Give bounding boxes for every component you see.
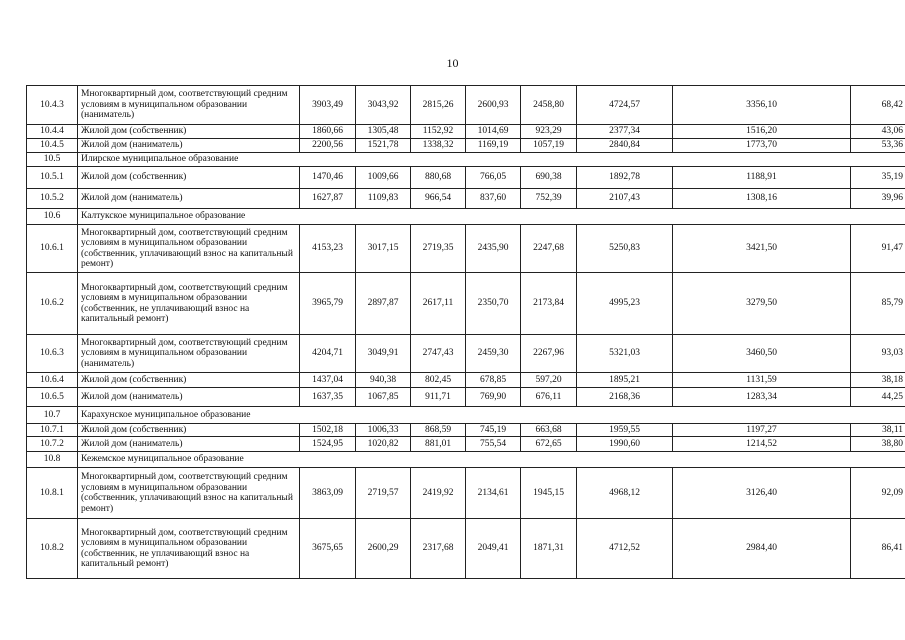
row-code: 10.8.1 [27,468,78,519]
section-filler [300,452,905,468]
row-code: 10.6.4 [27,373,78,388]
row-code: 10.7.2 [27,437,78,452]
value-cell-6: 2107,43 [577,189,673,209]
value-cell-3: 2815,26 [411,86,466,125]
value-cell-2: 1020,82 [356,437,411,452]
row-code: 10.6.5 [27,388,78,407]
value-cell-3: 880,68 [411,167,466,189]
value-cell-8: 43,06 [851,125,905,139]
value-cell-7: 1516,20 [673,125,851,139]
value-cell-4: 837,60 [466,189,521,209]
table-row [27,388,905,407]
value-cell-5: 672,65 [521,437,577,452]
value-cell-7: 1188,91 [673,167,851,189]
row-code: 10.6.1 [27,225,78,273]
value-cell-1: 1637,35 [300,388,356,407]
row-code: 10.6.3 [27,335,78,373]
section-filler [300,209,905,225]
value-cell-2: 3049,91 [356,335,411,373]
table-row [27,437,905,452]
value-cell-2: 1305,48 [356,125,411,139]
value-cell-7: 3356,10 [673,86,851,125]
value-cell-8: 93,03 [851,335,905,373]
value-cell-2: 1006,33 [356,424,411,437]
value-cell-5: 597,20 [521,373,577,388]
table-row [27,519,905,579]
value-cell-6: 2168,36 [577,388,673,407]
value-cell-2: 3017,15 [356,225,411,273]
table-row [27,273,905,335]
table-row [27,189,905,209]
value-cell-6: 2377,34 [577,125,673,139]
value-cell-7: 1131,59 [673,373,851,388]
value-cell-8: 35,19 [851,167,905,189]
value-cell-1: 1627,87 [300,189,356,209]
row-name: Жилой дом (собственник) [78,125,300,139]
row-name: Многоквартирный дом, соответствующий средним условиям в муниципальном образовании (собственник, уплачивающий взнос на капитальный ремонт) [78,468,300,519]
value-cell-2: 1521,78 [356,139,411,153]
value-cell-8: 91,47 [851,225,905,273]
page-number: 10 [446,56,459,70]
table-row [27,139,905,153]
section-filler [300,407,905,424]
value-cell-4: 2049,41 [466,519,521,579]
value-cell-5: 1057,19 [521,139,577,153]
value-cell-5: 663,68 [521,424,577,437]
row-code: 10.5 [27,153,78,167]
row-code: 10.4.3 [27,86,78,125]
value-cell-1: 3903,49 [300,86,356,125]
value-cell-7: 1214,52 [673,437,851,452]
value-cell-8: 85,79 [851,273,905,335]
table-row [27,468,905,519]
value-cell-1: 2200,56 [300,139,356,153]
value-cell-8: 44,25 [851,388,905,407]
value-cell-4: 745,19 [466,424,521,437]
row-code: 10.6 [27,209,78,225]
row-code: 10.5.2 [27,189,78,209]
value-cell-1: 1524,95 [300,437,356,452]
value-cell-5: 1945,15 [521,468,577,519]
row-name: Многоквартирный дом, соответствующий средним условиям в муниципальном образовании (собственник, не уплачивающий взнос на капитальный ремонт) [78,273,300,335]
value-cell-3: 966,54 [411,189,466,209]
row-code: 10.4.4 [27,125,78,139]
value-cell-7: 3421,50 [673,225,851,273]
row-code: 10.7.1 [27,424,78,437]
value-cell-2: 940,38 [356,373,411,388]
value-cell-7: 3460,50 [673,335,851,373]
value-cell-7: 2984,40 [673,519,851,579]
row-name: Жилой дом (наниматель) [78,189,300,209]
table-row [27,125,905,139]
value-cell-1: 3965,79 [300,273,356,335]
value-cell-3: 2747,43 [411,335,466,373]
row-code: 10.8.2 [27,519,78,579]
value-cell-5: 2267,96 [521,335,577,373]
value-cell-1: 1502,18 [300,424,356,437]
table-row [27,167,905,189]
value-cell-3: 881,01 [411,437,466,452]
value-cell-3: 2419,92 [411,468,466,519]
value-cell-3: 2317,68 [411,519,466,579]
value-cell-6: 4995,23 [577,273,673,335]
row-code: 10.6.2 [27,273,78,335]
value-cell-2: 1067,85 [356,388,411,407]
row-name: Жилой дом (собственник) [78,424,300,437]
row-name: Многоквартирный дом, соответствующий средним условиям в муниципальном образовании (наниматель) [78,86,300,125]
value-cell-1: 1860,66 [300,125,356,139]
value-cell-1: 3675,65 [300,519,356,579]
value-cell-4: 2350,70 [466,273,521,335]
value-cell-3: 2617,11 [411,273,466,335]
section-title: Карахунское муниципальное образование [78,407,300,424]
value-cell-4: 755,54 [466,437,521,452]
value-cell-2: 3043,92 [356,86,411,125]
section-title: Калтукское муниципальное образование [78,209,300,225]
value-cell-8: 53,36 [851,139,905,153]
value-cell-4: 769,90 [466,388,521,407]
value-cell-4: 1169,19 [466,139,521,153]
value-cell-1: 1437,04 [300,373,356,388]
value-cell-5: 2458,80 [521,86,577,125]
table-row [27,225,905,273]
row-code: 10.4.5 [27,139,78,153]
value-cell-8: 86,41 [851,519,905,579]
value-cell-1: 4204,71 [300,335,356,373]
value-cell-5: 1871,31 [521,519,577,579]
value-cell-4: 678,85 [466,373,521,388]
value-cell-1: 4153,23 [300,225,356,273]
value-cell-6: 1892,78 [577,167,673,189]
value-cell-5: 2173,84 [521,273,577,335]
row-name: Жилой дом (наниматель) [78,437,300,452]
value-cell-8: 38,11 [851,424,905,437]
value-cell-6: 1895,21 [577,373,673,388]
value-cell-3: 868,59 [411,424,466,437]
section-row [27,209,905,225]
table-row [27,86,905,125]
value-cell-3: 802,45 [411,373,466,388]
table-body [27,86,905,579]
value-cell-3: 1152,92 [411,125,466,139]
value-cell-2: 1009,66 [356,167,411,189]
value-cell-7: 1283,34 [673,388,851,407]
table-row [27,335,905,373]
row-name: Многоквартирный дом, соответствующий средним условиям в муниципальном образовании (наниматель) [78,335,300,373]
row-name: Многоквартирный дом, соответствующий средним условиям в муниципальном образовании (собственник, уплачивающий взнос на капитальный ремонт) [78,225,300,273]
value-cell-7: 1308,16 [673,189,851,209]
value-cell-8: 92,09 [851,468,905,519]
value-cell-2: 2600,29 [356,519,411,579]
value-cell-4: 2600,93 [466,86,521,125]
row-code: 10.5.1 [27,167,78,189]
section-row [27,153,905,167]
section-title: Кежемское муниципальное образование [78,452,300,468]
value-cell-2: 2897,87 [356,273,411,335]
value-cell-8: 68,42 [851,86,905,125]
value-cell-3: 911,71 [411,388,466,407]
value-cell-6: 2840,84 [577,139,673,153]
row-name: Жилой дом (наниматель) [78,139,300,153]
section-title: Илирское муниципальное образование [78,153,300,167]
value-cell-5: 676,11 [521,388,577,407]
value-cell-5: 752,39 [521,189,577,209]
row-name: Многоквартирный дом, соответствующий средним условиям в муниципальном образовании (собственник, не уплачивающий взнос на капитальный ремонт) [78,519,300,579]
value-cell-6: 4724,57 [577,86,673,125]
section-filler [300,153,905,167]
tariff-table [26,85,905,579]
value-cell-5: 2247,68 [521,225,577,273]
table-row [27,373,905,388]
value-cell-1: 1470,46 [300,167,356,189]
row-name: Жилой дом (собственник) [78,167,300,189]
value-cell-8: 38,80 [851,437,905,452]
value-cell-4: 2459,30 [466,335,521,373]
value-cell-8: 38,18 [851,373,905,388]
value-cell-4: 1014,69 [466,125,521,139]
value-cell-5: 923,29 [521,125,577,139]
section-row [27,407,905,424]
value-cell-7: 1197,27 [673,424,851,437]
value-cell-6: 5321,03 [577,335,673,373]
value-cell-4: 2435,90 [466,225,521,273]
value-cell-8: 39,96 [851,189,905,209]
value-cell-3: 2719,35 [411,225,466,273]
section-row [27,452,905,468]
value-cell-2: 1109,83 [356,189,411,209]
value-cell-7: 1773,70 [673,139,851,153]
value-cell-4: 2134,61 [466,468,521,519]
value-cell-5: 690,38 [521,167,577,189]
value-cell-6: 1959,55 [577,424,673,437]
value-cell-1: 3863,09 [300,468,356,519]
value-cell-6: 4968,12 [577,468,673,519]
row-name: Жилой дом (наниматель) [78,388,300,407]
row-code: 10.8 [27,452,78,468]
value-cell-7: 3279,50 [673,273,851,335]
table-row [27,424,905,437]
row-code: 10.7 [27,407,78,424]
value-cell-4: 766,05 [466,167,521,189]
value-cell-6: 1990,60 [577,437,673,452]
value-cell-2: 2719,57 [356,468,411,519]
value-cell-3: 1338,32 [411,139,466,153]
row-name: Жилой дом (собственник) [78,373,300,388]
value-cell-7: 3126,40 [673,468,851,519]
value-cell-6: 5250,83 [577,225,673,273]
value-cell-6: 4712,52 [577,519,673,579]
